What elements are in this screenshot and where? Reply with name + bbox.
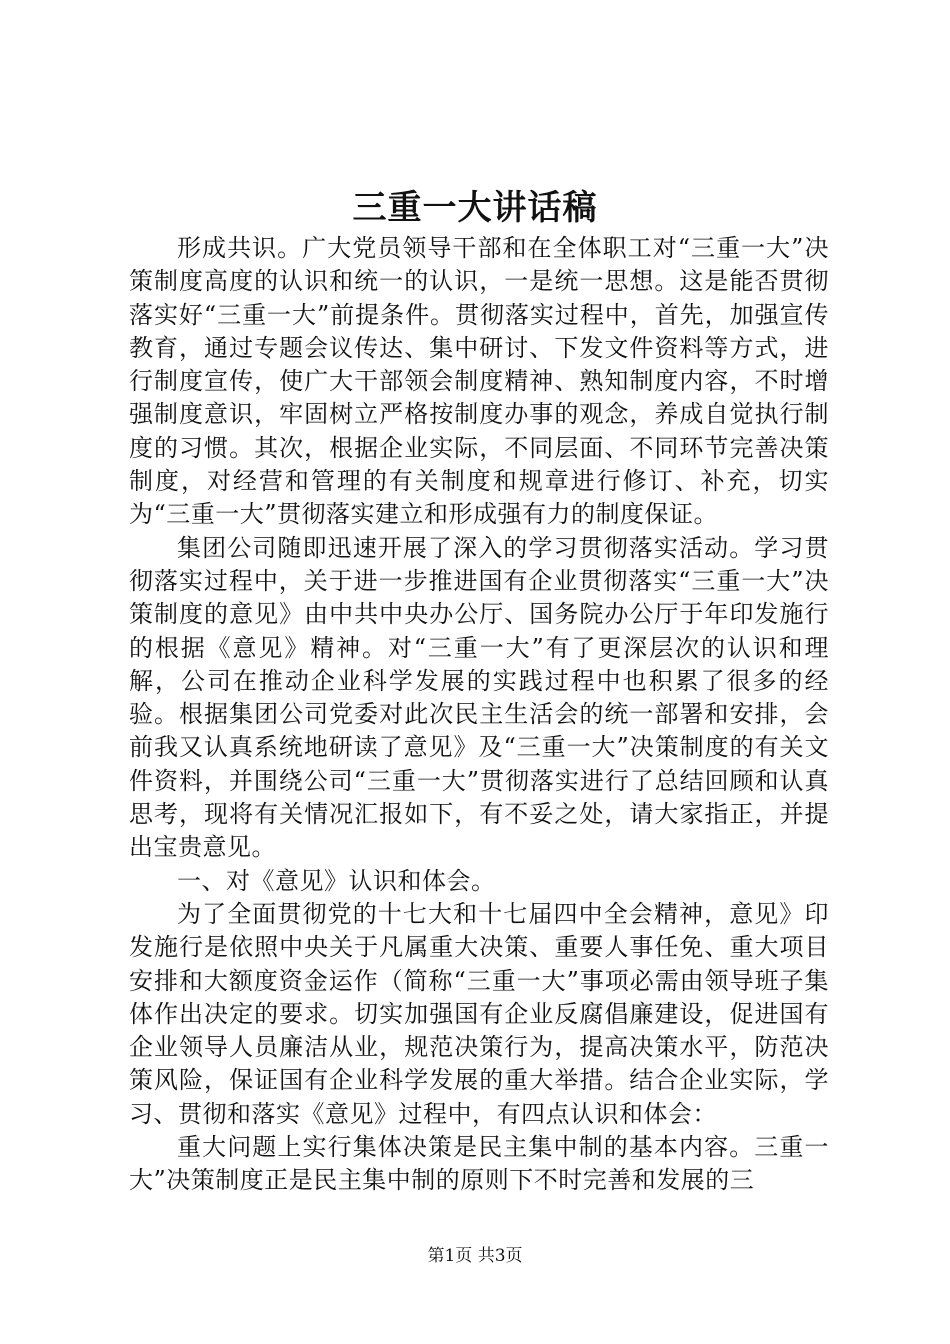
page-number-footer: 第1页 共3页 xyxy=(427,1246,523,1266)
paragraph: 形成共识。广大党员领导干部和在全体职工对“三重一大”决策制度高度的认识和统一的认识，一是统一思想。这是能否贯彻落实好“三重一大”前提条件。贯彻落实过程中，首先，加强宣传教育，通过专题会议传达、集中研讨、下发文件资料等方式，进行制度宣传，使广大干部领会制度精神、熟知制度内容，不时增强制度意识，牢固树立严格按制度办事的观念，养成自觉执行制度的习惯。其次，根据企业实际，不同层面、不同环节完善决策制度，对经营和管理的有关制度和规章进行修订、补充，切实为“三重一大”贯彻落实建立和形成强有力的制度保证。 xyxy=(129,234,829,529)
paragraph: 重大问题上实行集体决策是民主集中制的基本内容。三重一大”决策制度正是民主集中制的原则下不时完善和发展的三 xyxy=(129,1133,829,1195)
document-body xyxy=(129,232,829,1198)
paragraph: 集团公司随即迅速开展了深入的学习贯彻落实活动。学习贯彻落实过程中，关于进一步推进国有企业贯彻落实“三重一大”决策制度的意见》由中共中央办公厅、国务院办公厅于年印发施行的根据《意见》精神。对“三重一大”有了更深层次的认识和理解，公司在推动企业科学发展的实践过程中也积累了很多的经验。根据集团公司党委对此次民主生活会的统一部署和安排，会前我又认真系统地研读了意见》及“三重一大”决策制度的有关文件资料，并围绕公司“三重一大”贯彻落实进行了总结回顾和认真思考，现将有关情况汇报如下，有不妥之处，请大家指正，并提出宝贵意见。 xyxy=(129,533,829,862)
paragraph: 为了全面贯彻党的十七大和十七届四中全会精神，意见》印发施行是依照中央关于凡属重大决策、重要人事任免、重大项目安排和大额度资金运作（简称“三重一大”事项必需由领导班子集体作出决定的要求。切实加强国有企业反腐倡廉建设，促进国有企业领导人员廉洁从业，规范决策行为，提高决策水平，防范决策风险，保证国有企业科学发展的重大举措。结合企业实际，学习、贯彻和落实《意见》过程中，有四点认识和体会： xyxy=(129,899,829,1128)
section-heading: 一、对《意见》认识和体会。 xyxy=(177,866,496,895)
document-title: 三重一大讲话稿 xyxy=(352,188,598,228)
